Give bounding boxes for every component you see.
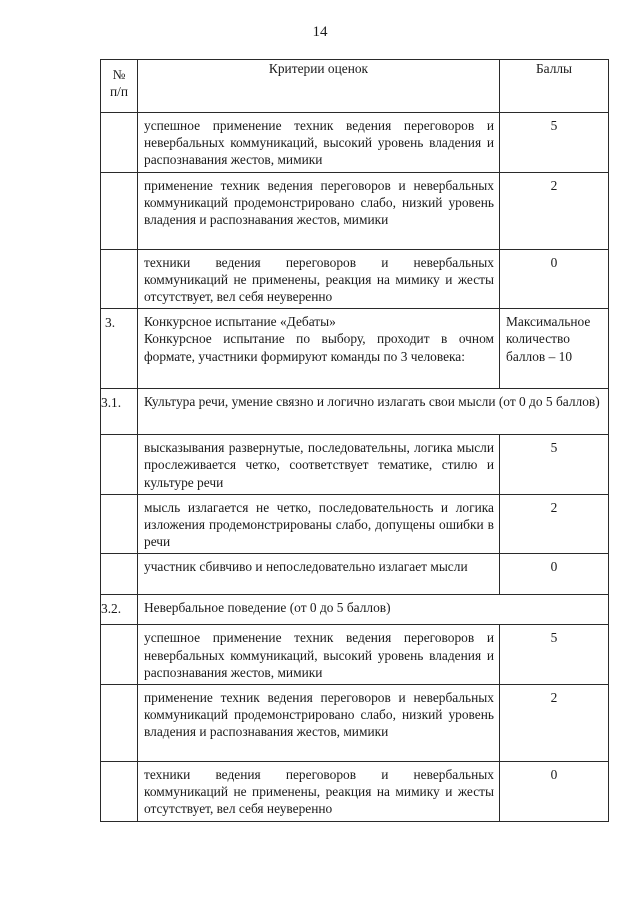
criterion-score: 5 xyxy=(500,113,609,173)
criterion-text: техники ведения переговоров и невербальных коммуникаций не применены, реакция на мимику и жесты отсутствует, вел себя неуверенно xyxy=(138,249,500,309)
section-description xyxy=(138,309,500,389)
header-num: № п/п xyxy=(101,60,138,113)
header-score: Баллы xyxy=(500,60,609,113)
row-num xyxy=(101,494,138,554)
row-num xyxy=(101,685,138,762)
table-row xyxy=(101,762,609,822)
criteria-table xyxy=(100,59,609,822)
criterion-text: успешное применение техник ведения переговоров и невербальных коммуникаций, высокий уровень владения и распознавания жестов, мимики xyxy=(138,113,500,173)
table-row xyxy=(101,625,609,685)
subsection-num: 3.2. xyxy=(101,595,138,625)
subsection-row xyxy=(101,595,609,625)
table-row xyxy=(101,554,609,595)
criterion-text: высказывания развернутые, последовательны, логика мысли прослеживается четко, соответствует тематике, стилю и культуре речи xyxy=(138,435,500,495)
subsection-title: Невербальное поведение (от 0 до 5 баллов) xyxy=(138,595,609,625)
table-row xyxy=(101,172,609,249)
criterion-score: 0 xyxy=(500,762,609,822)
row-num xyxy=(101,435,138,495)
criterion-score: 5 xyxy=(500,435,609,495)
criterion-score: 0 xyxy=(500,249,609,309)
criterion-text: техники ведения переговоров и невербальных коммуникаций не применены, реакция на мимику и жесты отсутствует, вел себя неуверенно xyxy=(138,762,500,822)
criterion-text: успешное применение техник ведения переговоров и невербальных коммуникаций, высокий уровень владения и распознавания жестов, мимики xyxy=(138,625,500,685)
subsection-title: Культура речи, умение связно и логично излагать свои мысли (от 0 до 5 баллов) xyxy=(138,389,609,435)
table-row xyxy=(101,435,609,495)
table-row xyxy=(101,113,609,173)
criterion-text: применение техник ведения переговоров и невербальных коммуникаций продемонстрировано слабо, низкий уровень владения и распознавания жестов, мимики xyxy=(138,685,500,762)
criterion-text: мысль излагается не четко, последовательность и логика изложения продемонстрированы слабо, допущены ошибки в речи xyxy=(138,494,500,554)
table-row xyxy=(101,494,609,554)
section-title: Конкурсное испытание «Дебаты» xyxy=(144,314,336,330)
criterion-score: 2 xyxy=(500,685,609,762)
row-num xyxy=(101,625,138,685)
row-num xyxy=(101,249,138,309)
subsection-num: 3.1. xyxy=(101,389,138,435)
section-text: Конкурсное испытание по выбору, проходит в очном формате, участники формируют команды по 3 человека: xyxy=(144,331,494,364)
section-num: 3. xyxy=(101,309,138,389)
criterion-score: 5 xyxy=(500,625,609,685)
header-criteria: Критерии оценок xyxy=(138,60,500,113)
section-row xyxy=(101,309,609,389)
criterion-score: 2 xyxy=(500,494,609,554)
criterion-text: применение техник ведения переговоров и невербальных коммуникаций продемонстрировано слабо, низкий уровень владения и распознавания жестов, мимики xyxy=(138,172,500,249)
section-max-score: Максимальное количество баллов – 10 xyxy=(500,309,609,389)
table-header-row xyxy=(101,60,609,113)
row-num xyxy=(101,172,138,249)
row-num xyxy=(101,113,138,173)
page-number: 14 xyxy=(312,24,328,40)
table-row xyxy=(101,685,609,762)
criterion-score: 2 xyxy=(500,172,609,249)
criterion-score: 0 xyxy=(500,554,609,595)
row-num xyxy=(101,762,138,822)
criterion-text: участник сбивчиво и непоследовательно излагает мысли xyxy=(138,554,500,595)
table-row xyxy=(101,249,609,309)
subsection-row xyxy=(101,389,609,435)
row-num xyxy=(101,554,138,595)
